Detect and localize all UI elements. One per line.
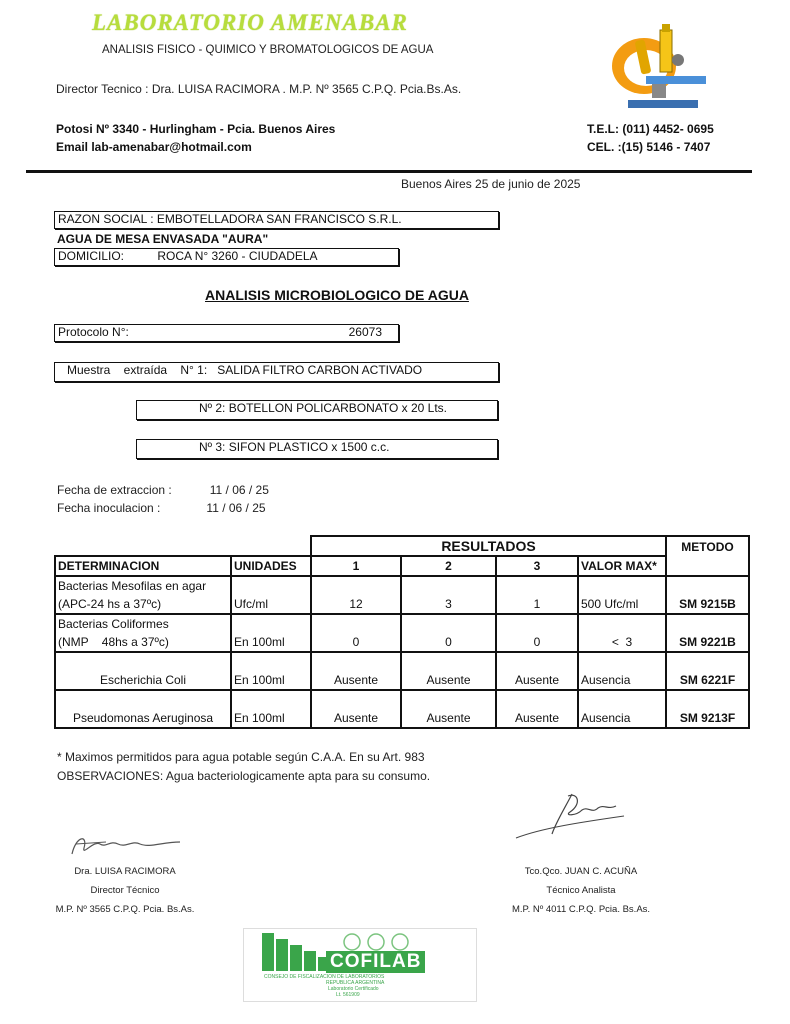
domicilio-value: ROCA N° 3260 - CIUDADELA (157, 249, 318, 263)
results-table (54, 535, 750, 729)
cofilab-line-3: Laboratorio Certificado (328, 986, 379, 992)
result-1: Ausente (311, 652, 401, 690)
domicilio-label: DOMICILIO: (58, 249, 125, 263)
table-row (55, 652, 749, 690)
determination-detail: (APC-24 hs a 37ºc) (58, 597, 162, 611)
method-cell: SM 9221B (666, 614, 749, 652)
col-header: UNIDADES (231, 556, 311, 576)
razon-social-box: RAZON SOCIAL : EMBOTELLADORA SAN FRANCISCO S.R.L. (54, 211, 499, 229)
inoculation-date: 11 / 06 / 25 (206, 501, 266, 515)
page-title: ANALISIS MICROBIOLOGICO DE AGUA (205, 287, 469, 303)
determination: Bacterias Mesofilas en agar (58, 579, 207, 593)
extraction-date-label: Fecha de extraccion : (57, 483, 172, 497)
method-cell: SM 9215B (666, 576, 749, 614)
signer-name: Dra. LUISA RACIMORA (74, 866, 176, 877)
signature-right (512, 786, 632, 846)
determination: Escherichia Coli (55, 652, 231, 690)
col-header: 3 (496, 556, 578, 576)
observations: OBSERVACIONES: Agua bacteriologicamente apta para su consumo. (57, 769, 431, 783)
result-2: 0 (401, 614, 496, 652)
extraction-date: 11 / 06 / 25 (209, 483, 269, 497)
determination: Pseudomonas Aeruginosa (55, 690, 231, 728)
unit-cell: Ufc/ml (231, 576, 311, 614)
protocol-number: 26073 (348, 325, 382, 339)
max-value: Ausencia (578, 652, 666, 690)
unit-cell: En 100ml (231, 652, 311, 690)
signer-role: Director Técnico (90, 885, 160, 896)
result-3: 0 (496, 614, 578, 652)
cofilab-logo-icon (262, 931, 328, 971)
sample-1: Muestra extraída N° 1: SALIDA FILTRO CARBON ACTIVADO (54, 362, 499, 382)
method-cell: SM 6221F (666, 652, 749, 690)
determination-detail: (NMP 48hs a 37ºc) (58, 635, 169, 649)
signature-right-block (496, 862, 666, 919)
microscope-icon (600, 20, 712, 112)
col-header: VALOR MAX* (578, 556, 666, 576)
report-date: Buenos Aires 25 de junio de 2025 (401, 177, 581, 191)
result-1: Ausente (311, 690, 401, 728)
signature-left (66, 830, 186, 862)
result-1: 0 (311, 614, 401, 652)
result-2: 3 (401, 576, 496, 614)
table-row (55, 576, 749, 614)
lab-address-block (56, 120, 335, 156)
unit-cell: En 100ml (231, 690, 311, 728)
max-value: 500 Ufc/ml (578, 576, 666, 614)
signer-registration: M.P. Nº 3565 C.P.Q. Pcia. Bs.As. (55, 904, 195, 915)
col-header: 1 (311, 556, 401, 576)
max-value: < 3 (578, 614, 666, 652)
cofilab-line-2: REPUBLICA ARGENTINA (326, 980, 385, 986)
method-cell: SM 9213F (666, 690, 749, 728)
signature-left-block (40, 862, 210, 919)
notes-block (57, 748, 430, 786)
sample-3: Nº 3: SIFON PLASTICO x 1500 c.c. (136, 439, 498, 459)
protocol-box (54, 324, 399, 342)
lab-tel: T.E.L: (011) 4452- 0695 (587, 122, 714, 136)
result-3: 1 (496, 576, 578, 614)
unit-cell: En 100ml (231, 614, 311, 652)
header-divider (26, 170, 752, 173)
lab-email: Email lab-amenabar@hotmail.com (56, 140, 252, 154)
lab-cel: CEL. :(15) 5146 - 7407 (587, 140, 711, 154)
result-1: 12 (311, 576, 401, 614)
director-line: Director Tecnico : Dra. LUISA RACIMORA . M.P. Nº 3565 C.P.Q. Pcia.Bs.As. (56, 82, 462, 96)
lab-phones (587, 120, 714, 156)
signer-name: Tco.Qco. JUAN C. ACUÑA (524, 866, 638, 877)
table-row (55, 614, 749, 652)
table-row (55, 690, 749, 728)
domicilio-box (54, 248, 399, 266)
signer-registration: M.P. Nº 4011 C.P.Q. Pcia. Bs.As. (511, 904, 651, 915)
lab-address: Potosi Nº 3340 - Hurlingham - Pcia. Buenos Aires (56, 122, 336, 136)
max-value: Ausencia (578, 690, 666, 728)
cofilab-badges-icon (338, 933, 414, 951)
inoculation-date-label: Fecha inoculacion : (57, 501, 161, 515)
determination: Bacterias Coliformes (58, 617, 169, 631)
result-2: Ausente (401, 690, 496, 728)
product-name: AGUA DE MESA ENVASADA "AURA" (57, 232, 269, 246)
lab-subtitle: ANALISIS FISICO - QUIMICO Y BROMATOLOGICOS DE AGUA (102, 44, 434, 56)
max-permitted-note: * Maximos permitidos para agua potable según C.A.A. En su Art. 983 (57, 750, 425, 764)
signer-role: Técnico Analista (546, 885, 616, 896)
result-2: Ausente (401, 652, 496, 690)
col-header: DETERMINACION (55, 556, 231, 576)
cofilab-line-4: Lt. 561909 (336, 992, 360, 998)
result-3: Ausente (496, 652, 578, 690)
dates-block (57, 481, 269, 517)
result-3: Ausente (496, 690, 578, 728)
cofilab-line-1: CONSEJO DE FISCALIZACION DE LABORATORIOS (264, 974, 385, 980)
lab-name: LABORATORIO AMENABAR (92, 10, 408, 35)
col-header: 2 (401, 556, 496, 576)
protocol-label: Protocolo N°: (58, 325, 129, 339)
cofilab-wordmark: COFILAB (326, 951, 425, 973)
cofilab-certification (243, 928, 477, 1002)
resultados-header: RESULTADOS (311, 536, 666, 556)
sample-2: Nº 2: BOTELLON POLICARBONATO x 20 Lts. (136, 400, 498, 420)
metodo-header: METODO (666, 536, 749, 576)
